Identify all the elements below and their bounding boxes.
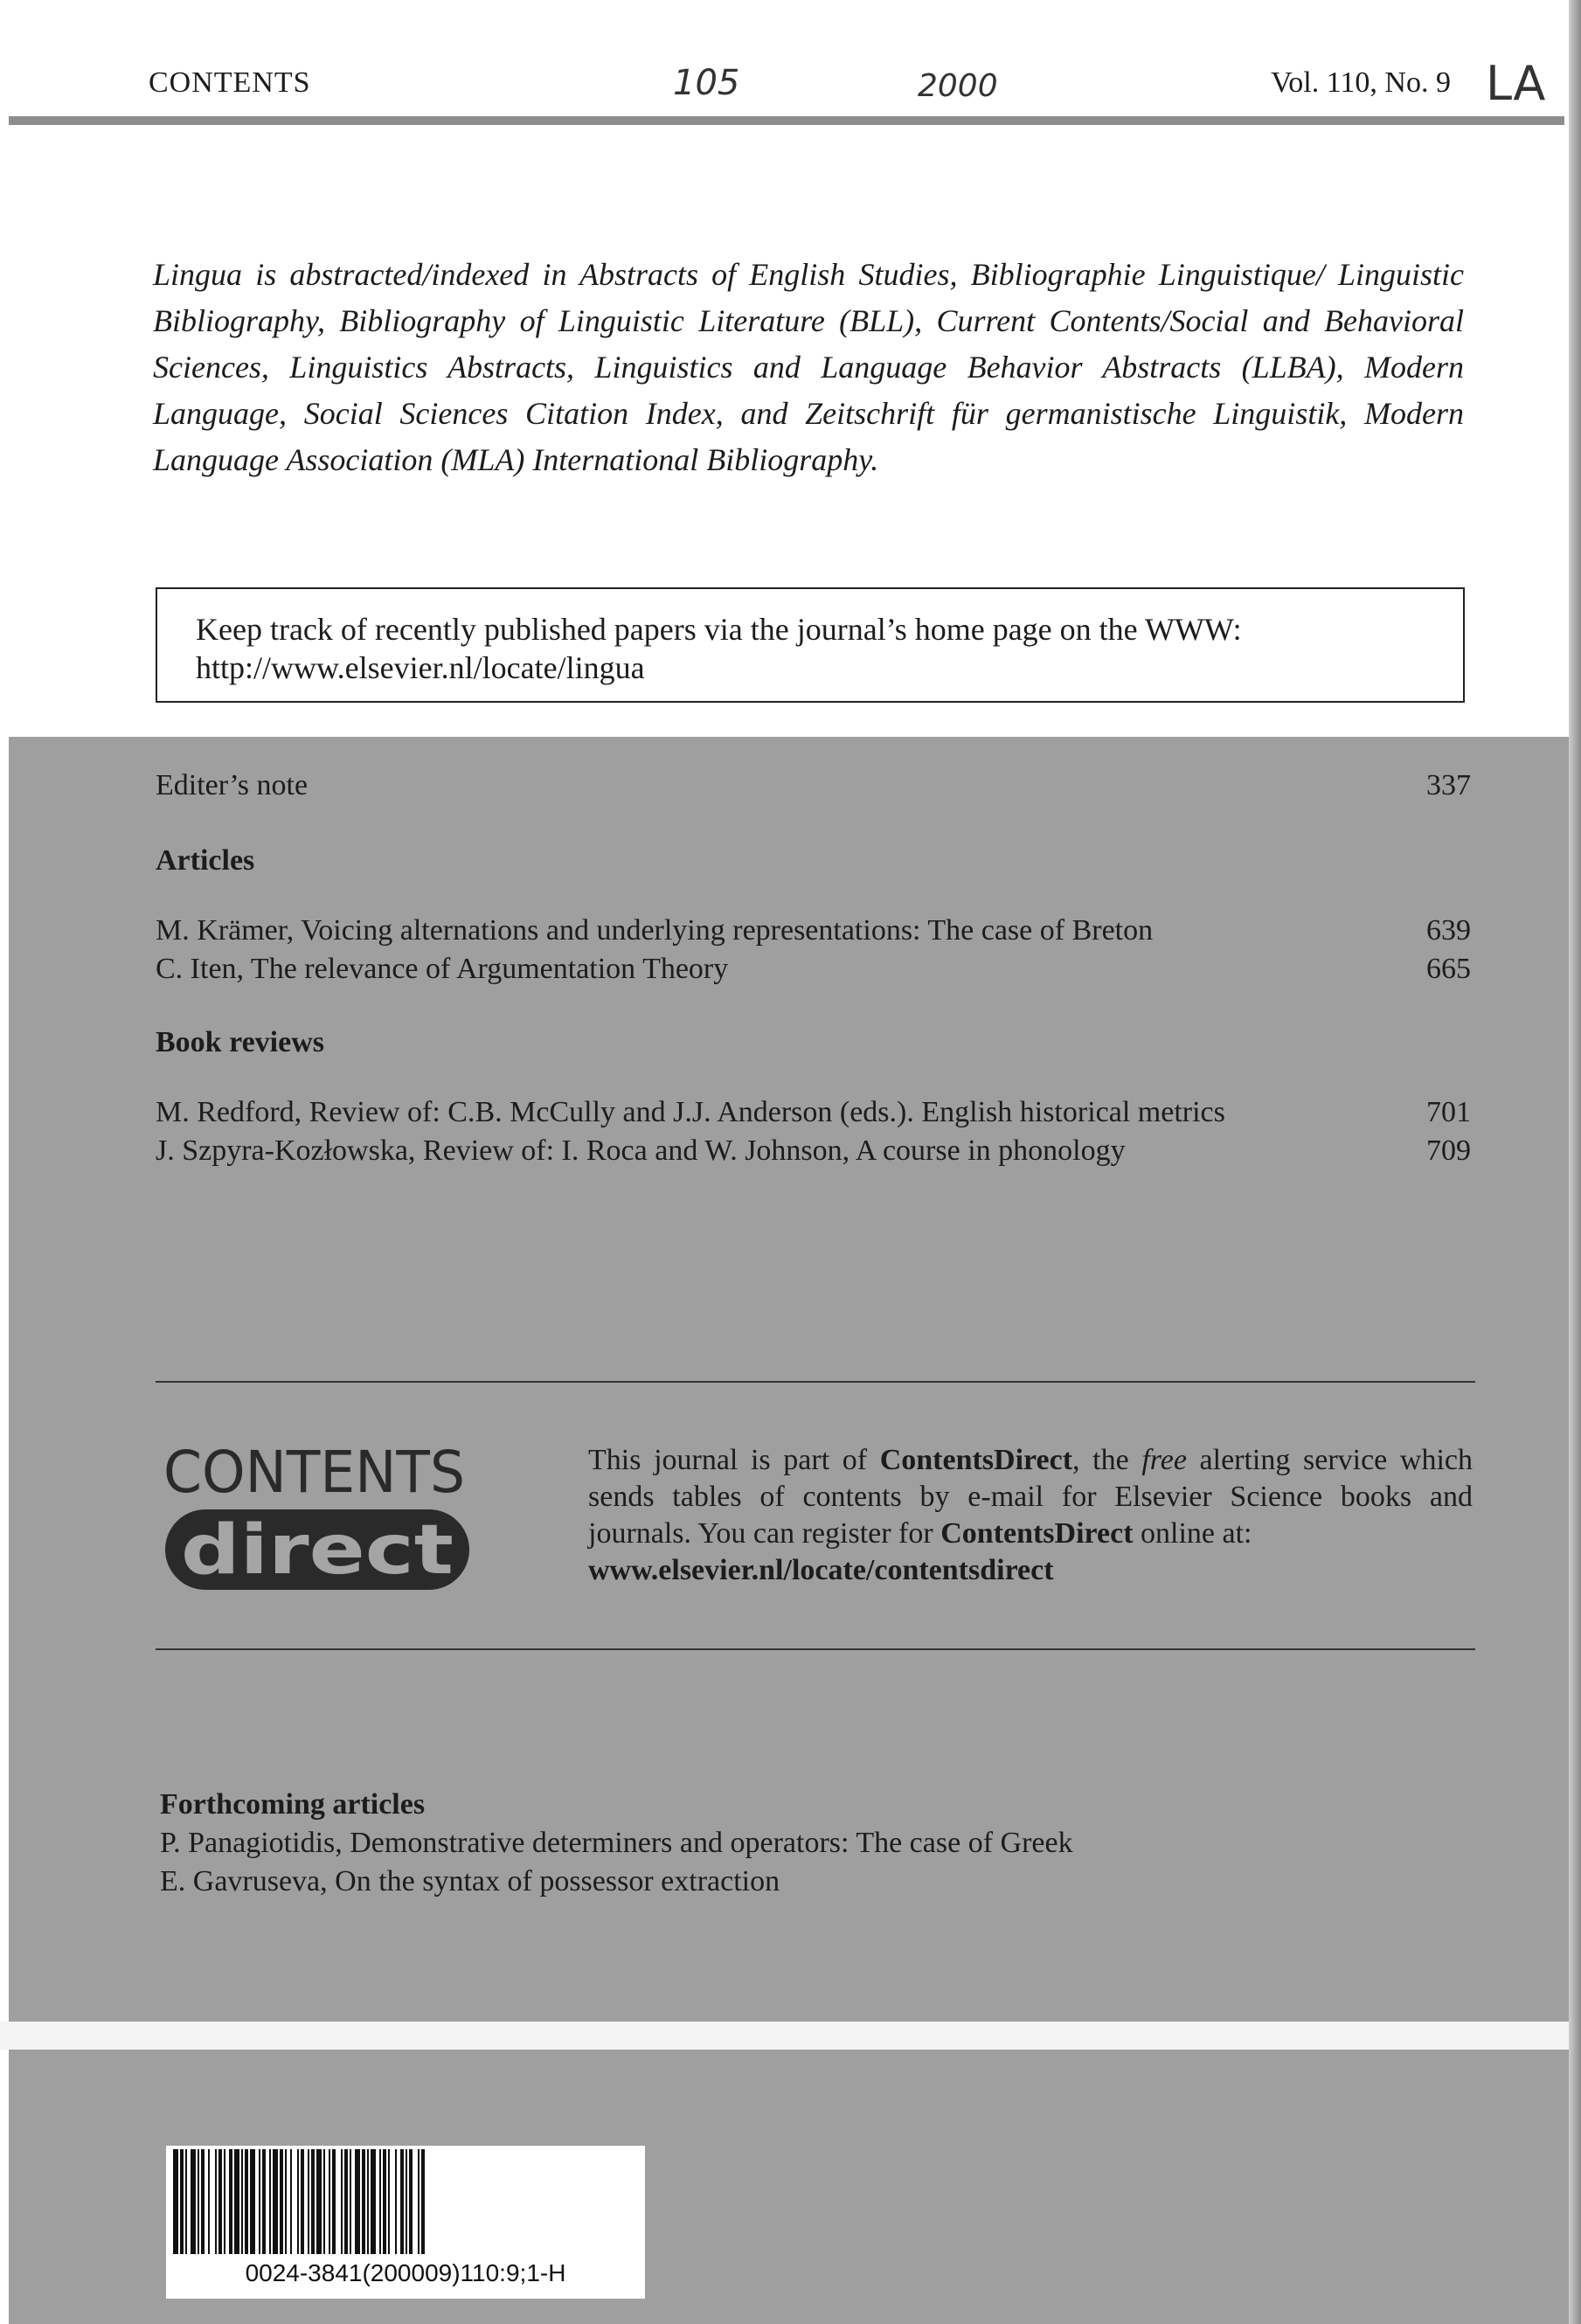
barcode-bar [367,2149,369,2254]
barcode-bar [285,2149,287,2254]
barcode-bar [234,2149,239,2254]
toc-row-editors-note [156,769,1471,808]
barcode-bar [395,2149,397,2254]
articles-heading: Articles [156,844,255,877]
separator-band [0,2022,1569,2050]
barcode-bar [350,2149,351,2254]
barcode-bar [229,2149,232,2254]
barcode-bar [323,2149,325,2254]
barcode-bar [280,2149,283,2254]
barcode-bar [400,2149,404,2254]
barcode-bar [262,2149,266,2254]
logo-contents-text: CONTENTS [163,1439,465,1506]
barcode-bar [388,2149,390,2254]
barcode-bar [421,2149,425,2254]
barcode-bar [208,2149,210,2254]
barcode-bar [297,2149,299,2254]
toc-row-article [156,953,1471,991]
cd-brand-1: ContentsDirect [879,1444,1073,1476]
toc-title: M. Redford, Review of: C.B. McCully and J.J. Anderson (eds.). English historical metrics [156,1096,1225,1128]
volume-label: Vol. 110, No. 9 [1271,66,1451,99]
barcode-bar [329,2149,330,2254]
handwritten-note-3: LA [1486,56,1546,111]
barcode-bar [316,2149,322,2254]
forthcoming-articles [160,1786,1073,1901]
barcode-bar [362,2149,365,2254]
homepage-notice-box [156,587,1465,703]
forthcoming-item: P. Panagiotidis, Demonstrative determiners and operators: The case of Greek [160,1827,1073,1859]
toc-page: 701 [1426,1096,1471,1128]
page-header [0,0,1569,122]
barcode-bar [191,2149,196,2254]
homepage-url: http://www.elsevier.nl/locate/lingua [196,650,645,685]
barcode-bar [269,2149,271,2254]
barcode-bar [301,2149,304,2254]
barcode-number: 0024-3841(200009)110:9;1-H [245,2259,566,2286]
header-rule [9,116,1564,125]
barcode-bar [250,2149,255,2254]
contents-label: CONTENTS [149,66,311,99]
toc-page: 665 [1426,953,1471,985]
barcode-bar [371,2149,376,2254]
barcode-bar [224,2149,225,2254]
barcode-bar [185,2149,187,2254]
barcode-bar [273,2149,278,2254]
barcode-bar [406,2149,407,2254]
cd-url: www.elsevier.nl/locate/contentsdirect [588,1554,1054,1586]
barcode-bar [383,2149,386,2254]
barcode-bar [173,2149,178,2254]
barcode-bar [418,2149,420,2254]
cd-text-4: online at: [1133,1517,1252,1550]
toc-row-review [156,1096,1471,1134]
cd-brand-2: ContentsDirect [940,1517,1134,1550]
toc-title: Editer’s note [156,769,309,801]
barcode-bar [311,2149,315,2254]
barcode [166,2146,645,2299]
barcode-bar [341,2149,343,2254]
divider-top [156,1381,1475,1383]
contents-direct-description [588,1442,1473,1589]
logo-direct-text: direct [181,1511,454,1590]
cd-text-3: alerting service which sends tables of contents by e-mail for Elsevier Science books and journals. You can register for [588,1444,1473,1550]
handwritten-note-2: 2000 [918,68,998,104]
book-reviews-heading: Book reviews [156,1026,324,1058]
toc-title: C. Iten, The relevance of Argumentation Theory [156,953,729,985]
toc-row-article [156,914,1471,953]
cd-text-1: This journal is part of [588,1444,880,1476]
toc-title: J. Szpyra-Kozłowska, Review of: I. Roca and W. Johnson, A course in phonology [156,1134,1126,1167]
divider-bottom [156,1648,1475,1650]
barcode-bar [332,2149,336,2254]
barcode-bar [245,2149,248,2254]
barcode-bar [409,2149,413,2254]
barcode-bar [308,2149,309,2254]
toc-row-review [156,1134,1471,1173]
barcode-bar [344,2149,348,2254]
barcode-bar [259,2149,260,2254]
barcode-bar [201,2149,205,2254]
cd-free: free [1141,1444,1187,1476]
forthcoming-item: E. Gavruseva, On the syntax of possessor extraction [160,1865,780,1897]
homepage-notice-text: Keep track of recently published papers via the journal’s home page on the WWW: [196,612,1242,647]
toc-page: 639 [1426,914,1471,947]
abstracting-statement: Lingua is abstracted/indexed in Abstracts of English Studies, Bibliographie Linguistique/ Linguistic Bibliography, Bibliography of Linguistic Literature (BLL), Current Contents/Social and Behavioral Sciences, Linguistics Abstracts, Linguistics and Language Behavior Abstracts (LLBA), Modern Language, Social Sciences Citation Index, and Zeitschrift für germanistische Linguistik, Modern Language Association (MLA) International Bibliography. [153,257,1464,477]
barcode-bar [241,2149,243,2254]
handwritten-note-1: 105 [673,63,740,103]
cd-text-2: , the [1072,1444,1142,1476]
barcode-bar [215,2149,217,2254]
toc-title: M. Krämer, Voicing alternations and underlying representations: The case of Breton [156,914,1154,947]
toc-page: 709 [1426,1134,1471,1167]
toc-page: 337 [1426,769,1471,801]
scan-edge [1569,0,1581,2324]
barcode-bar [290,2149,292,2254]
barcode-bar [198,2149,199,2254]
barcode-bar [218,2149,222,2254]
barcode-bar [180,2149,184,2254]
barcode-bar [379,2149,381,2254]
barcode-bar [355,2149,360,2254]
contents-direct-logo [162,1438,476,1595]
forthcoming-heading: Forthcoming articles [160,1788,426,1821]
barcode-bars [171,2149,640,2258]
